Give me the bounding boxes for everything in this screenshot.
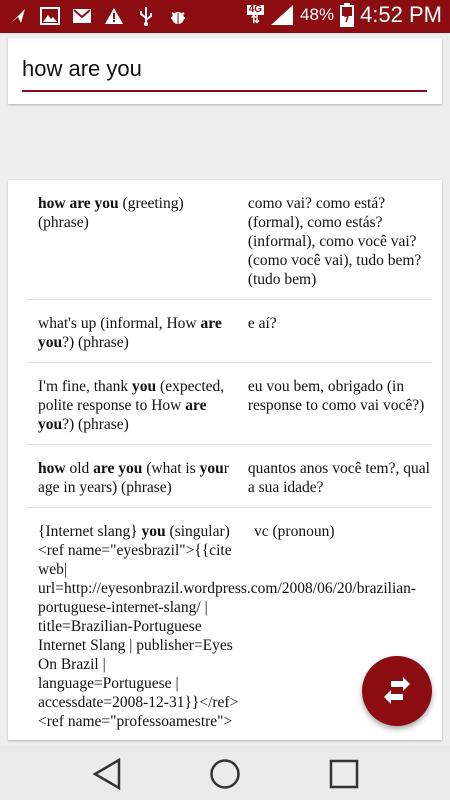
back-button[interactable]	[90, 757, 124, 791]
term-text: old	[65, 460, 94, 477]
result-row[interactable]	[28, 363, 432, 445]
send-icon	[8, 6, 28, 26]
notification-icons	[8, 6, 188, 26]
gmail-icon	[72, 6, 92, 26]
home-button[interactable]	[208, 757, 242, 791]
network-indicator	[247, 5, 264, 25]
result-row[interactable]	[28, 180, 432, 300]
term-text: (greeting) (phrase)	[38, 195, 184, 231]
signal-icon	[270, 4, 294, 26]
usb-icon	[136, 6, 156, 26]
data-arrows-icon: ⇅	[250, 14, 260, 26]
highlighted-match: you	[141, 523, 166, 540]
battery-percent: 48%	[300, 5, 335, 24]
result-row[interactable]	[28, 300, 432, 363]
clock: 4:52 PM	[360, 2, 442, 27]
term-text: (what is	[142, 460, 200, 477]
recents-icon	[329, 759, 359, 789]
portuguese-translation: vc (pronoun)	[254, 523, 335, 540]
navigation-bar	[0, 745, 450, 800]
highlighted-match: are you	[38, 315, 222, 351]
highlighted-match: are you	[93, 460, 143, 477]
network-type: 4G	[248, 4, 263, 15]
results-list[interactable]	[8, 180, 442, 740]
portuguese-translation: como vai? como está? (formal), como estás? (informal), como você vai? (como você vai), tudo bem? (tudo bem)	[247, 195, 422, 288]
portuguese-translation: e aí?	[247, 315, 277, 332]
highlighted-match: how	[38, 460, 66, 477]
search-card	[8, 38, 442, 104]
highlighted-match: you	[132, 378, 157, 395]
search-input[interactable]	[22, 52, 427, 86]
search-underline	[22, 90, 427, 92]
highlighted-match: you	[199, 460, 224, 477]
image-icon	[40, 6, 60, 26]
english-term	[28, 314, 240, 352]
term-text: ?) (phrase)	[62, 416, 129, 433]
english-term	[28, 377, 240, 434]
term-text: I'm fine, thank	[38, 378, 133, 395]
highlighted-match: are you	[38, 397, 207, 433]
term-text: r age in years) (phrase)	[38, 460, 229, 496]
term-text: (singular)<ref name="eyesbrazil">{{cite web| url=http://eyesonbrazil.wordpress.com/2008/06/20/brazilian-portuguese-internet-slang/ | title=Brazilian-Portuguese Internet Slang | publisher=Eyes On Brazil | language=Portuguese | accessdate=2008-12-31}}</ref><ref name="professoamestre">	[38, 523, 417, 730]
swap-arrows-icon	[383, 677, 411, 705]
term-text: (expected, polite response to How	[38, 378, 225, 414]
term-text: what's up (informal, How	[38, 315, 201, 332]
english-term	[28, 194, 240, 289]
english-term	[28, 459, 240, 497]
portuguese-translation: quantos anos você tem?, qual a sua idade?	[247, 460, 430, 496]
battery-icon	[340, 3, 354, 27]
alert-icon	[104, 6, 124, 26]
result-row[interactable]	[28, 445, 432, 508]
term-text: ?) (phrase)	[62, 334, 129, 351]
system-status	[247, 2, 442, 28]
home-icon	[209, 758, 241, 790]
back-icon	[92, 758, 122, 790]
recents-button[interactable]	[327, 757, 361, 791]
bug-icon	[168, 6, 188, 26]
status-bar	[0, 0, 450, 33]
term-text: {Internet slang}	[38, 523, 142, 540]
swap-language-button[interactable]	[362, 656, 432, 726]
highlighted-match: how are you	[38, 195, 119, 212]
portuguese-translation: eu vou bem, obrigado (in response to como vai você?)	[247, 378, 425, 414]
